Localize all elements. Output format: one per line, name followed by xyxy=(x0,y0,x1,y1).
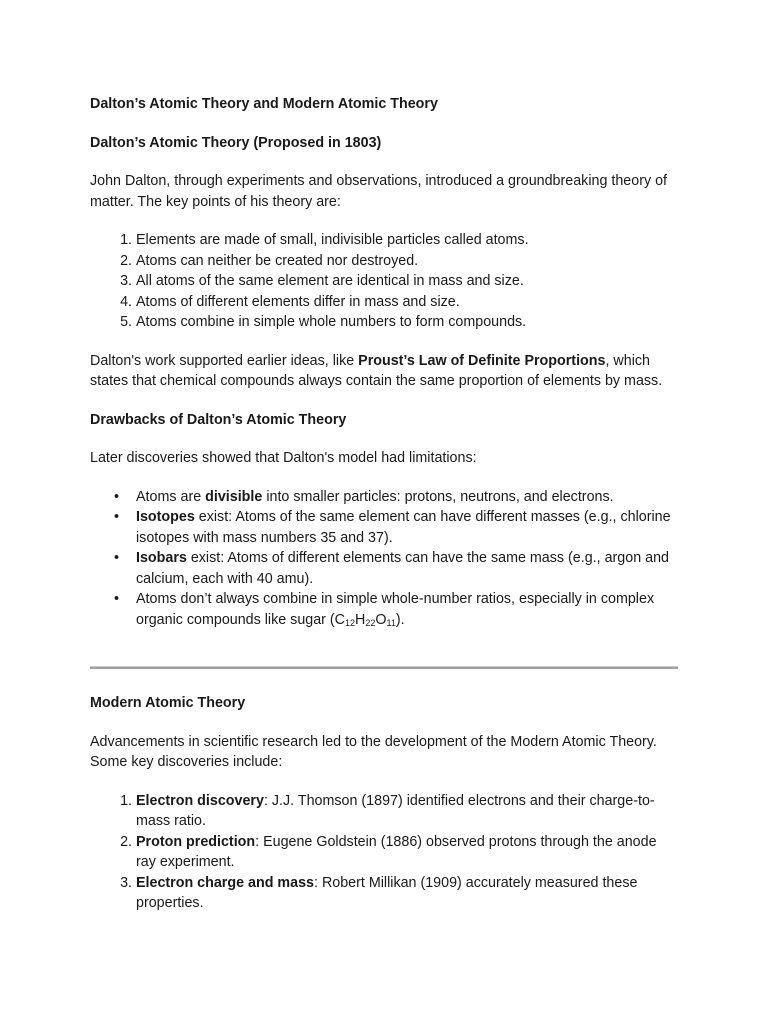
modern-discoveries-list xyxy=(90,791,680,914)
item-text: Atoms are xyxy=(136,488,206,505)
subscript: 12 xyxy=(345,617,356,628)
modern-heading: Modern Atomic Theory xyxy=(90,695,246,711)
item-text: exist: Atoms of the same element can have different masses (e.g., chlorine isotopes with mass numbers 35 and 37). xyxy=(136,509,671,546)
list-item xyxy=(136,832,680,873)
item-bold-term: Isobars xyxy=(136,550,187,566)
bullet-icon: • xyxy=(114,550,120,566)
subscript: 11 xyxy=(386,617,396,628)
list-item: 1. Elements are made of small, indivisible particles called atoms. xyxy=(136,230,680,251)
item-text: : J.J. Thomson (1897) identified electrons and their charge-to-mass ratio. xyxy=(136,792,655,829)
list-item xyxy=(114,487,680,508)
item-bold-term: Electron discovery xyxy=(136,792,264,809)
item-bold-term: Proton prediction xyxy=(136,833,256,850)
list-item xyxy=(136,791,680,832)
item-text: : Robert Millikan (1909) accurately measured these properties. xyxy=(136,874,638,911)
item-text: : Eugene Goldstein (1886) observed protons through the anode ray experiment. xyxy=(136,833,657,870)
subscript: 22 xyxy=(365,617,376,628)
list-item: 2. Atoms can neither be created nor destroyed. xyxy=(136,251,680,272)
item-text: exist: Atoms of different elements can have the same mass (e.g., argon and calcium, each with 40 amu). xyxy=(136,550,669,587)
dalton-heading: Dalton’s Atomic Theory (Proposed in 1803) xyxy=(90,134,382,151)
item-bold-term: divisible xyxy=(205,488,263,505)
bullet-icon: • xyxy=(114,488,120,505)
list-item xyxy=(114,507,680,548)
item-text: into smaller particles: protons, neutrons, and electrons. xyxy=(262,488,614,505)
drawbacks-list xyxy=(90,487,680,631)
document-page xyxy=(90,92,680,914)
list-item: 5. Atoms combine in simple whole numbers to form compounds. xyxy=(136,312,680,333)
item-text: ). xyxy=(395,611,405,628)
list-item xyxy=(114,548,680,589)
list-item: 4. Atoms of different elements differ in mass and size. xyxy=(136,292,680,313)
bullet-icon: • xyxy=(114,591,120,607)
dalton-support-paragraph xyxy=(90,351,680,392)
list-item xyxy=(114,589,680,630)
drawbacks-intro: Later discoveries showed that Dalton's model had limitations: xyxy=(90,450,477,466)
item-text: H xyxy=(355,611,366,628)
support-text-post: , which states that chemical compounds always contain the same proportion of elements by mass. xyxy=(90,352,663,389)
item-bold-term: Isotopes xyxy=(136,509,195,525)
item-text: O xyxy=(375,611,387,628)
proust-law-term: Proust’s Law of Definite Proportions xyxy=(358,352,606,369)
list-item: 3. All atoms of the same element are identical in mass and size. xyxy=(136,271,680,292)
document-title: Dalton’s Atomic Theory and Modern Atomic Theory xyxy=(90,96,438,112)
modern-intro: Advancements in scientific research led to the development of the Modern Atomic Theory. Some key discoveries include: xyxy=(90,733,657,770)
bullet-icon: • xyxy=(114,509,120,525)
item-bold-term: Electron charge and mass xyxy=(136,874,314,891)
list-item xyxy=(136,873,680,914)
support-text-pre: Dalton's work supported earlier ideas, like xyxy=(90,352,359,369)
dalton-points-list xyxy=(90,230,680,333)
item-text: Atoms don’t always combine in simple whole-number ratios, especially in complex organic compounds like sugar (C xyxy=(136,591,655,628)
drawbacks-heading: Drawbacks of Dalton’s Atomic Theory xyxy=(90,411,347,428)
dalton-intro: John Dalton, through experiments and observations, introduced a groundbreaking theory of matter. The key points of his theory are: xyxy=(90,173,668,210)
